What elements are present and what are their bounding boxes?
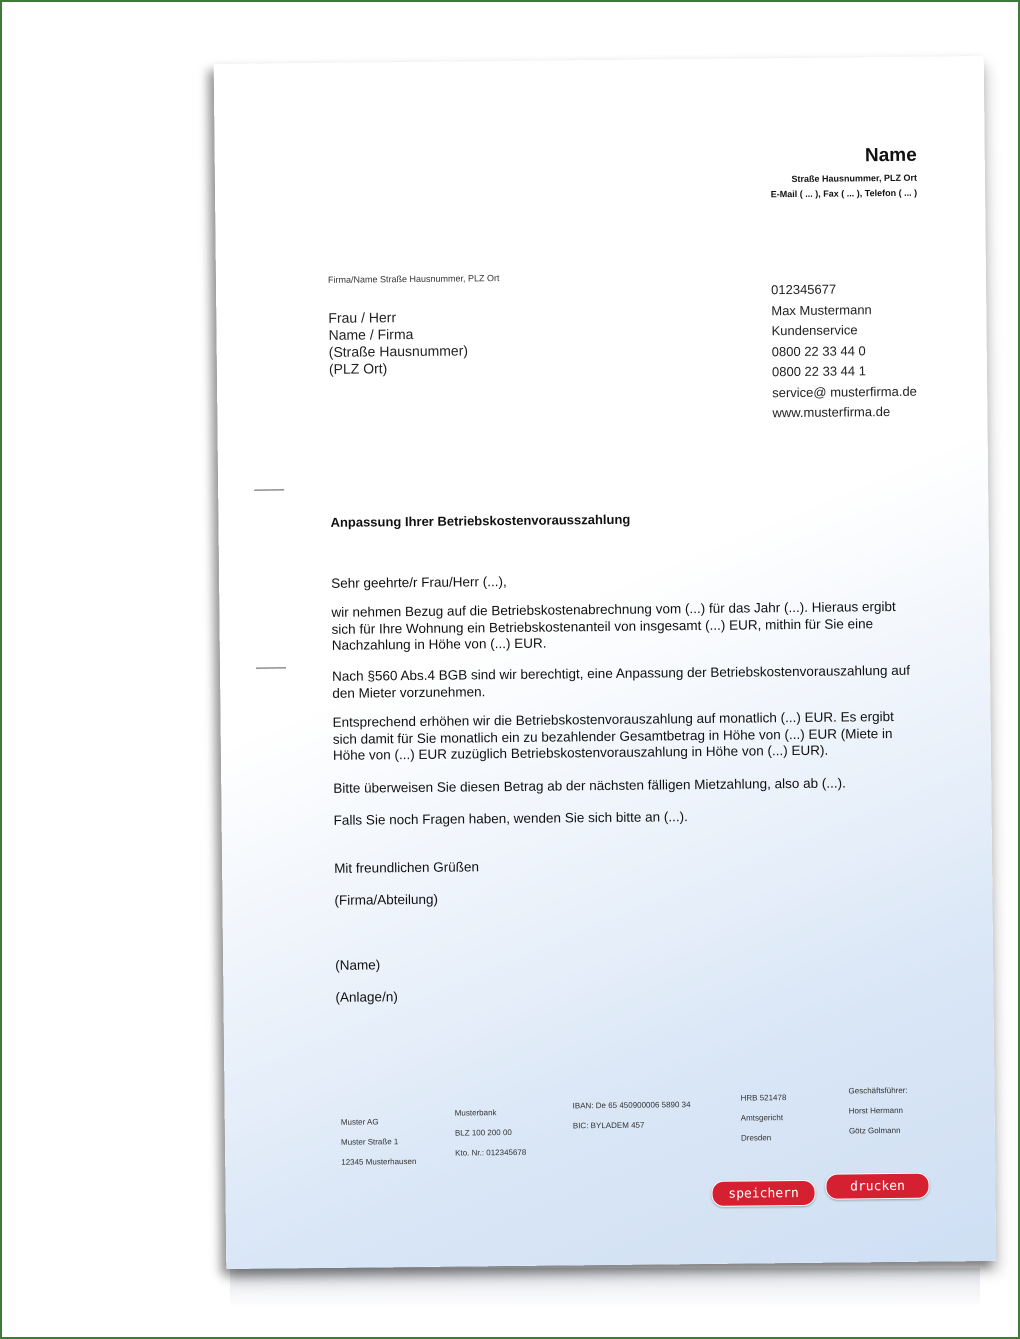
paragraph: Nach §560 Abs.4 BGB sind wir berechtigt, eine Anpassung der Betriebskostenvorauszahlung auf den Mieter vorzunehmen. <box>332 662 911 701</box>
sender-contact: E-Mail ( ... ), Fax ( ... ), Telefon ( ... ) <box>770 187 918 200</box>
paragraph: Entsprechend erhöhen wir die Betriebskostenvorauszahlung auf monatlich (...) EUR. Es ergibt sich damit für Sie monatlich ein zu bezahlender Gesamtbetrag in Höhe von (...) EUR (Miete in Höhe von (...) EUR zuzüglich Betriebskostenvorauszahlung in Höhe von (...) EUR). <box>332 708 894 763</box>
recipient-address <box>328 308 468 377</box>
save-button[interactable]: speichern <box>711 1180 815 1207</box>
footer-company <box>341 1112 417 1173</box>
footer-line: HRB 521478 <box>740 1093 787 1103</box>
footer-bank <box>455 1103 527 1164</box>
company-line: (Firma/Abteilung) <box>334 891 439 908</box>
footer-line: Horst Hermann <box>848 1105 904 1116</box>
footer-line: BLZ 100 200 00 <box>454 1128 512 1138</box>
letter-page <box>214 56 997 1269</box>
footer-line: Muster AG <box>340 1117 379 1127</box>
recipient-line: Frau / Herr <box>328 309 397 326</box>
return-address-line: Firma/Name Straße Hausnummer, PLZ Ort <box>327 273 500 285</box>
contact-block <box>771 279 917 424</box>
fold-mark <box>254 489 284 490</box>
contact-line: 0800 22 33 44 0 <box>771 342 866 359</box>
paragraph: Falls Sie noch Fragen haben, wenden Sie sich bitte an (...). <box>333 809 688 828</box>
footer-line: Dresden <box>740 1133 772 1143</box>
footer-line: IBAN: De 65 450900006 5890 34 <box>572 1100 691 1111</box>
contact-line: 012345677 <box>771 281 837 298</box>
contact-line: Kundenservice <box>771 322 858 339</box>
contact-line: Max Mustermann <box>771 301 872 318</box>
footer-line: Kto. Nr.: 012345678 <box>455 1147 527 1158</box>
footer-line: Götz Golmann <box>848 1125 901 1136</box>
contact-line: www.musterfirma.de <box>772 404 891 421</box>
contact-line: service@ musterfirma.de <box>772 383 917 400</box>
sender-address: Straße Hausnummer, PLZ Ort <box>791 172 917 185</box>
paragraph: Bitte überweisen Sie diesen Betrag ab der nächsten fälligen Mietzahlung, also ab (...). <box>333 775 846 796</box>
closing: Mit freundlichen Grüßen <box>334 859 480 876</box>
recipient-line: (PLZ Ort) <box>328 360 388 377</box>
footer-line: Geschäftsführer: <box>848 1085 908 1096</box>
footer-line: Muster Straße 1 <box>340 1137 399 1147</box>
attachments: (Anlage/n) <box>335 989 398 1005</box>
recipient-line: (Straße Hausnummer) <box>328 342 469 360</box>
footer-line: 12345 Musterhausen <box>341 1157 417 1167</box>
footer-line: BIC: BYLADEM 457 <box>572 1120 645 1131</box>
letter-subject: Anpassung Ihrer Betriebskostenvorausszahlung <box>330 511 631 530</box>
recipient-line: Name / Firma <box>328 325 414 343</box>
salutation: Sehr geehrte/r Frau/Herr (...), <box>331 574 507 591</box>
footer-management <box>848 1081 908 1142</box>
paragraph: wir nehmen Bezug auf die Betriebskostenabrechnung vom (...) für das Jahr (...). Hieraus ergibt sich für Ihre Wohnung ein Betriebskostenanteil von insgesamt (...) EUR, mithin für Sie eine Nachzahlung in Höhe von (...) EUR. <box>331 598 896 653</box>
footer-iban <box>573 1095 691 1136</box>
footer-register <box>740 1088 786 1148</box>
contact-line: 0800 22 33 44 1 <box>771 363 867 380</box>
print-button[interactable]: drucken <box>825 1173 929 1200</box>
footer-line: Amtsgericht <box>740 1113 784 1123</box>
page-reflection <box>230 1268 980 1308</box>
footer-line: Musterbank <box>454 1108 497 1118</box>
punch-mark <box>256 667 286 668</box>
signature-name: (Name) <box>335 957 381 973</box>
sender-name: Name <box>864 144 917 167</box>
